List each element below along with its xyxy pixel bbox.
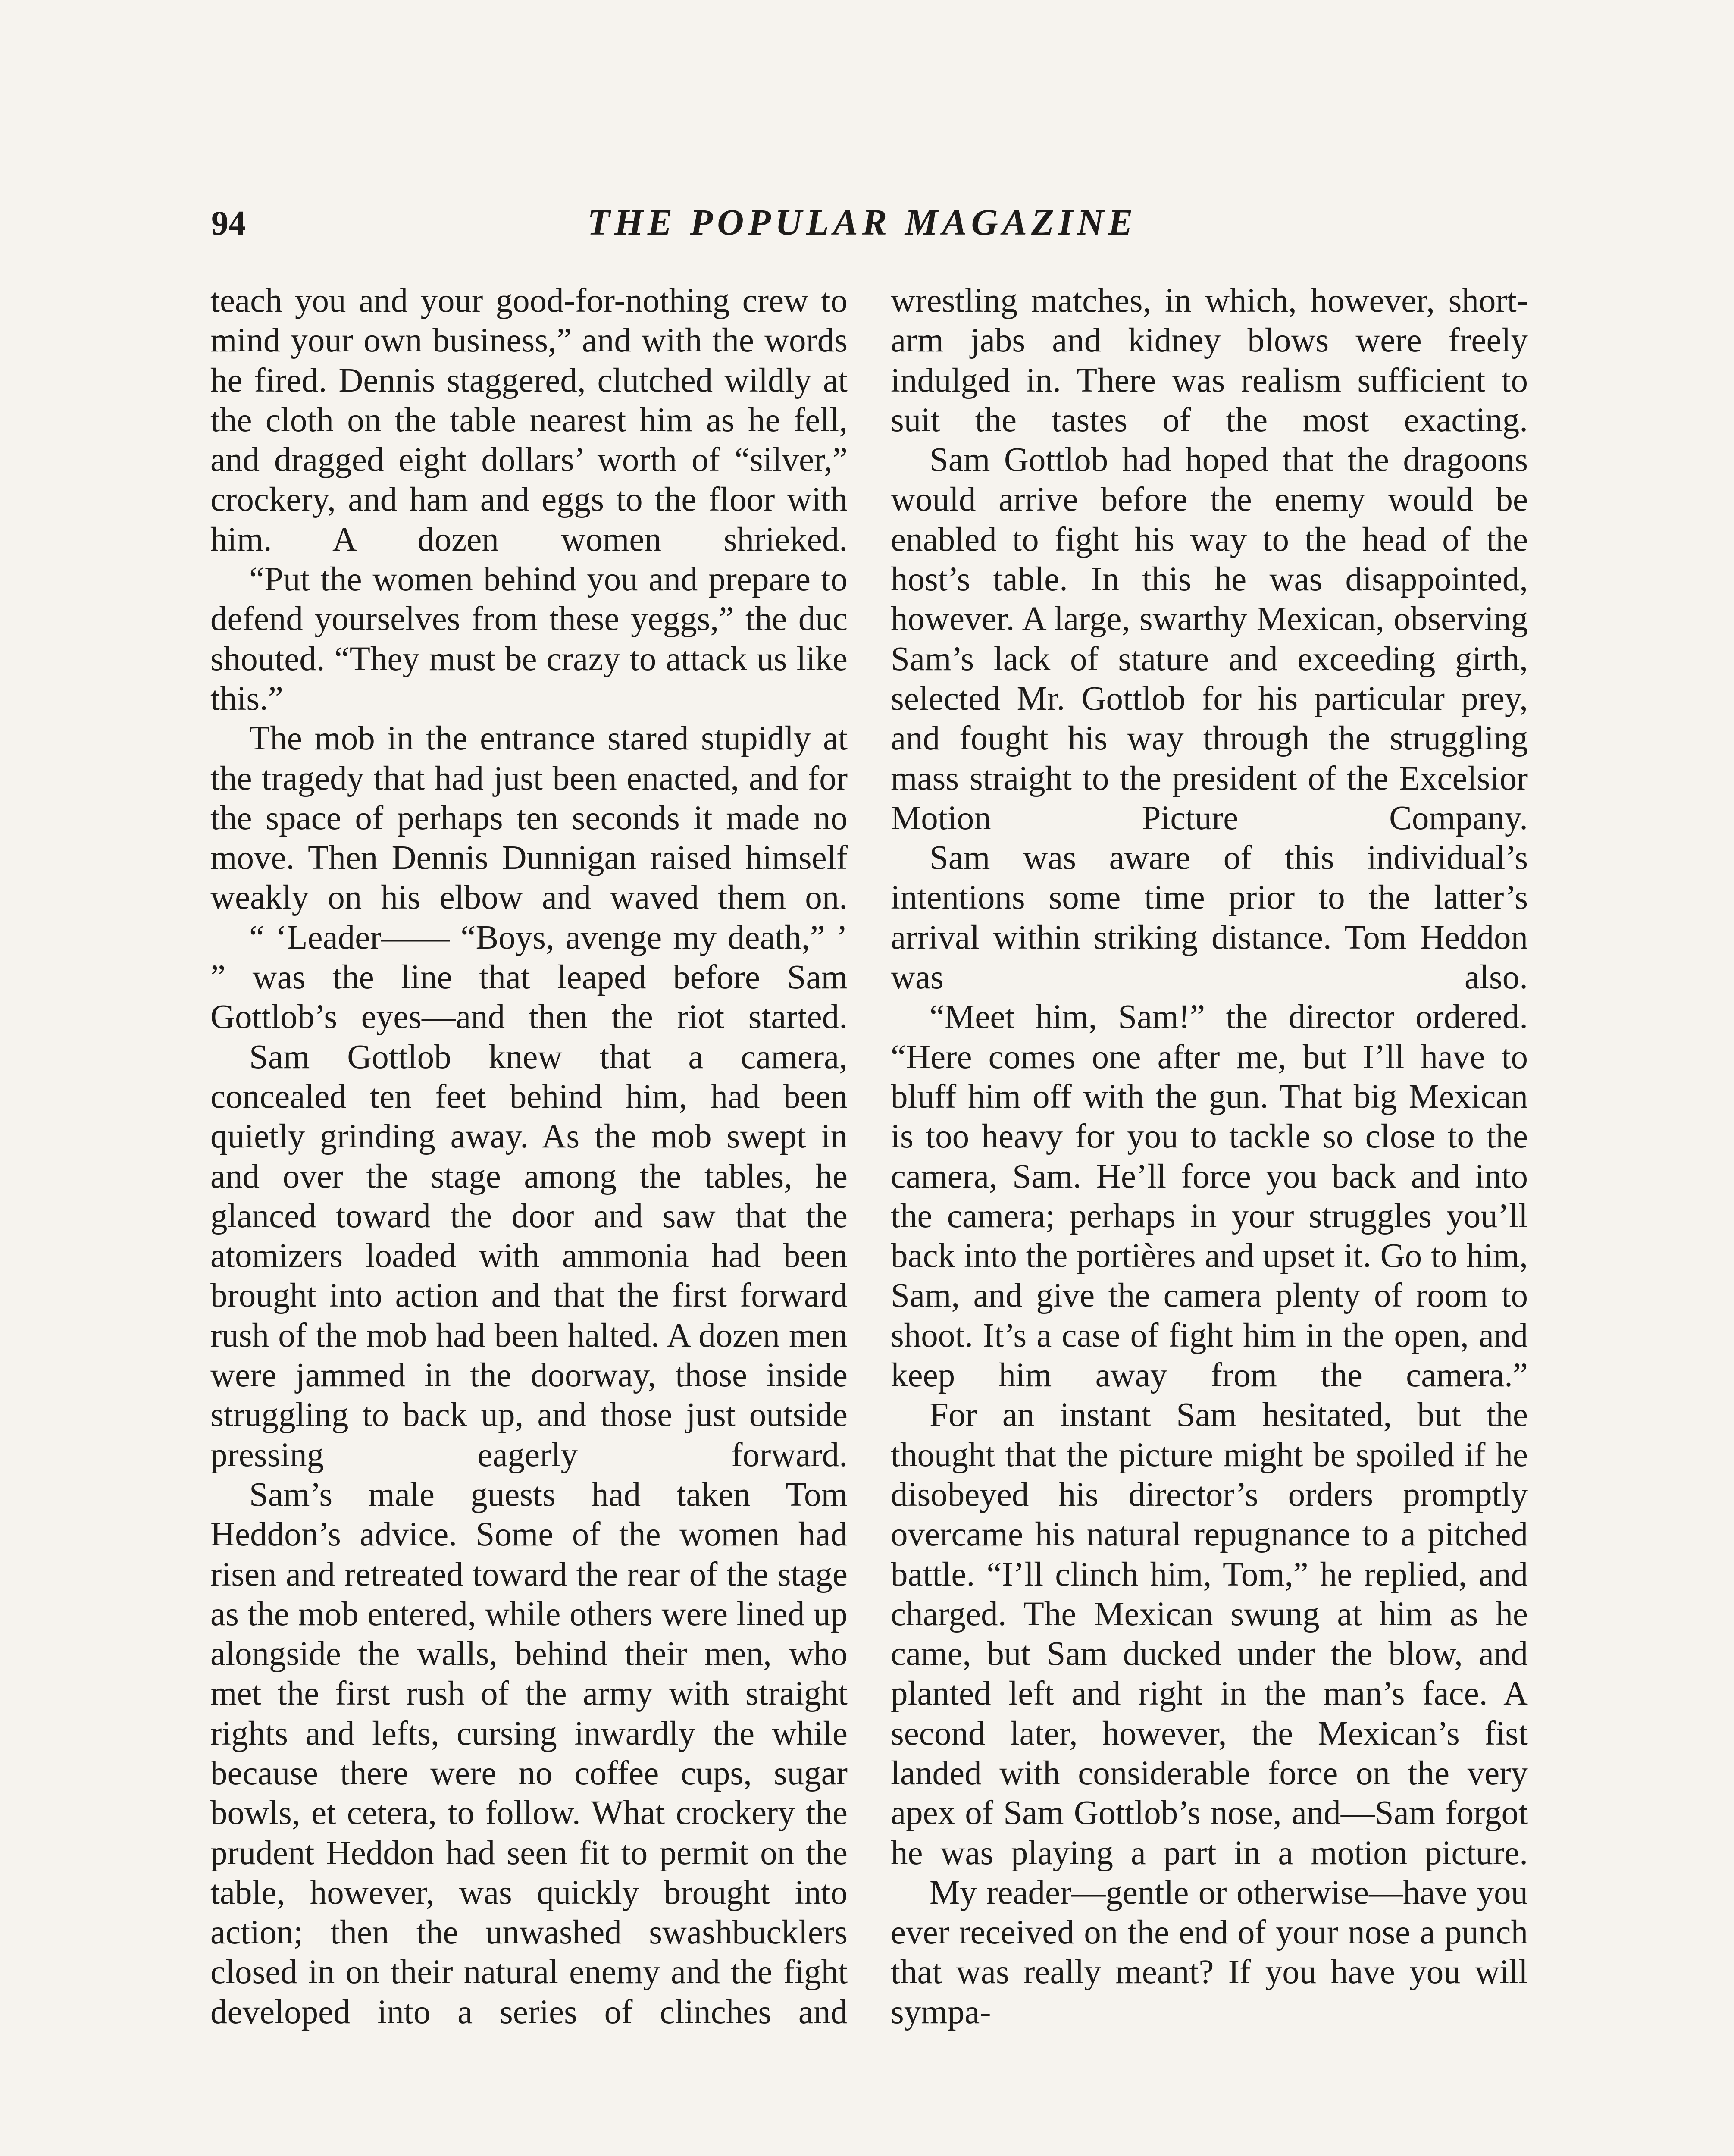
paragraph: Sam Gottlob knew that a camera, concealed ten feet behind him, had been quietly grinding away. As the mob swept in and over the stage among the tables, he glanced toward the door and saw that the atomizers loaded with ammonia had been brought into action and that the first forward rush of the mob had been halted. A dozen men were jammed in the doorway, those inside struggling to back up, and those just outside pressing eagerly forward. <box>210 1038 848 1474</box>
paragraph: Sam was aware of this individual’s intentions some time prior to the latter’s arrival within striking distance. Tom Heddon was also. <box>891 839 1528 997</box>
text-column-right <box>891 281 1528 2032</box>
paragraph: My reader—gentle or otherwise—have you ever received on the end of your nose a punch that was really meant? If you have you will sympa- <box>891 1874 1528 2031</box>
paragraph: Sam Gottlob had hoped that the dragoons would arrive before the enemy would be enabled to fight his way to the head of the host’s table. In this he was disappointed, however. A large, swarthy Mexican, observing Sam’s lack of stature and exceeding girth, selected Mr. Gottlob for his particular prey, and fought his way through the struggling mass straight to the president of the Excelsior Motion Picture Company. <box>891 441 1528 837</box>
paragraph: For an instant Sam hesitated, but the thought that the picture might be spoiled if he disobeyed his director’s orders promptly overcame his natural repugnance to a pitched battle. “I’ll clinch him, Tom,” he replied, and charged. The Mexican swung at him as he came, but Sam ducked under the blow, and planted left and right in the man’s face. A second later, however, the Mexican’s fist landed with considerable force on the very apex of Sam Gottlob’s nose, and—Sam forgot he was playing a part in a motion picture. <box>891 1396 1528 1872</box>
page-number: 94 <box>211 204 246 242</box>
paragraph: Sam’s male guests had taken Tom Heddon’s advice. Some of the women had risen and retreated toward the rear of the stage as the mob entered, while others were lined up alongside the walls, behind their men, who met the first rush of the army with straight rights and lefts, cursing inwardly the while because there were no coffee cups, sugar bowls, et cetera, to follow. What crockery the prudent Heddon had seen fit to permit on the table, however, was quickly brought into action; then the unwashed swashbucklers closed in on their natural enemy and the fight developed into a series of clinches and <box>210 1476 848 2031</box>
paragraph: “Put the women behind you and prepare to defend yourselves from these yeggs,” the duc shouted. “They must be crazy to attack us like this.” <box>210 561 848 718</box>
text-column-left <box>210 281 848 2032</box>
paragraph: “Meet him, Sam!” the director ordered. “Here comes one after me, but I’ll have to bluff him off with the gun. That big Mexican is too heavy for you to tackle so close to the camera, Sam. He’ll force you back and into the camera; perhaps in your struggles you’ll back into the portières and upset it. Go to him, Sam, and give the camera plenty of room to shoot. It’s a case of fight him in the open, and keep him away from the camera.” <box>891 998 1528 1395</box>
paragraph: wrestling matches, in which, however, short-arm jabs and kidney blows were freely indulged in. There was realism sufficient to suit the tastes of the most exacting. <box>891 282 1528 439</box>
running-head: THE POPULAR MAGAZINE <box>587 201 1137 243</box>
paragraph: The mob in the entrance stared stupidly at the tragedy that had just been enacted, and for the space of perhaps ten seconds it made no move. Then Dennis Dunnigan raised himself weakly on his elbow and waved them on. <box>210 720 848 917</box>
paragraph: “ ‘Leader—— “Boys, avenge my death,” ’ ” was the line that leaped before Sam Gottlob’s eyes—and then the riot started. <box>210 918 848 1036</box>
paragraph: teach you and your good-for-nothing crew to mind your own business,” and with the words he fired. Dennis staggered, clutched wildly at the cloth on the table nearest him as he fell, and dragged eight dollars’ worth of “silver,” crockery, and ham and eggs to the floor with him. A dozen women shrieked. <box>210 282 848 558</box>
